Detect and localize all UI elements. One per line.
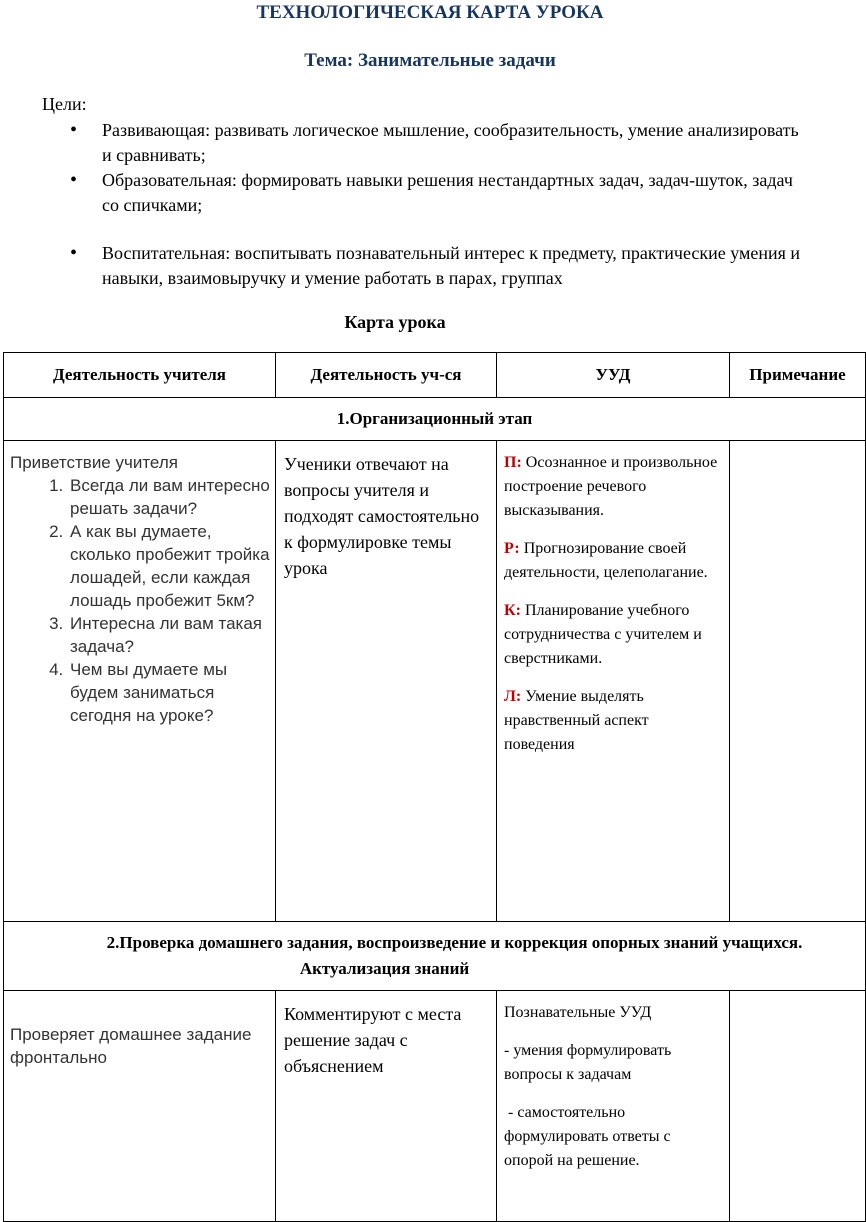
table-row (4, 991, 866, 1222)
column-header-uud: УУД (497, 353, 730, 398)
lesson-map-table (3, 352, 866, 1222)
uud-text: Умение выделять нравственный аспект поведения (504, 688, 649, 753)
uud-item (504, 685, 723, 757)
column-header-teacher: Деятельность учителя (4, 353, 276, 398)
uud-item (504, 451, 723, 523)
uud-key: Л: (504, 688, 522, 705)
list-item: 1. Всегда ли вам интересно решать задачи? (68, 474, 271, 520)
stage-1-title: 1.Организационный этап (4, 398, 866, 441)
uud-item: - умения формулировать вопросы к задачам (504, 1042, 672, 1083)
stage-2-title (4, 922, 866, 991)
uud-text: Прогнозирование своей деятельности, целеполагание. (504, 540, 708, 581)
stage-row (4, 398, 866, 441)
uud-text: Осознанное и произвольное построение речевого высказывания. (504, 454, 718, 519)
student-activity-cell: Комментируют с места решение задач с объяснением (276, 991, 497, 1222)
uud-item: - самостоятельно формулировать ответы с опорой на решение. (504, 1104, 675, 1169)
uud-cell (497, 441, 730, 922)
table-header-row (4, 353, 866, 398)
uud-cell (497, 991, 730, 1222)
note-cell (730, 991, 866, 1222)
uud-key: П: (504, 454, 522, 471)
uud-key: К: (504, 602, 521, 619)
uud-item (504, 599, 723, 671)
uud-text: Планирование учебного сотрудничества с учителем и сверстниками. (504, 602, 702, 667)
teacher-activity-cell (4, 991, 276, 1222)
lesson-topic: Тема: Занимательные задачи (304, 50, 556, 71)
note-cell (730, 441, 866, 922)
goal-upbringing: • Воспитательная: воспитывать познавательный интерес к предмету, практические умения и навыки, взаимовыручку и умение работать в парах, группах (70, 241, 810, 291)
teacher-activity-text: Проверяет домашнее задание фронтально (10, 1025, 252, 1067)
stage-2-title-line: 2.Проверка домашнего задания, воспроизведение и коррекция опорных знаний учащихся. (106, 933, 803, 952)
lesson-map-title: Карта урока (344, 312, 446, 332)
goals-label: Цели: (42, 94, 87, 114)
list-item: 2. А как вы думаете, сколько пробежит тройка лошадей, если каждая лошадь пробежит 5км? (68, 520, 271, 612)
table-row (4, 441, 866, 922)
teacher-greeting: Приветствие учителя (10, 453, 178, 472)
stage-row (4, 922, 866, 991)
teacher-questions-list (10, 474, 271, 727)
list-item: 4. Чем вы думаете мы будем заниматься сегодня на уроке? (68, 658, 271, 727)
uud-item: Познавательные УУД (504, 1004, 652, 1021)
page-title: ТЕХНОЛОГИЧЕСКАЯ КАРТА УРОКА (256, 2, 604, 23)
teacher-activity-cell (4, 441, 276, 922)
uud-item (504, 537, 723, 585)
list-item: 3. Интересна ли вам такая задача? (68, 612, 271, 658)
column-header-students: Деятельность уч-ся (276, 353, 497, 398)
student-activity-cell: Ученики отвечают на вопросы учителя и подходят самостоятельно к формулировке темы урока (276, 441, 497, 922)
goal-developing: • Развивающая: развивать логическое мышление, сообразительность, умение анализировать и сравнивать; (70, 118, 810, 168)
column-header-note: Примечание (730, 353, 866, 398)
uud-key: Р: (504, 540, 520, 557)
stage-2-subtitle: Актуализация знаний (299, 959, 470, 978)
goals-list (70, 118, 810, 291)
goal-educational: • Образовательная: формировать навыки решения нестандартных задач, задач-шуток, задач со спичками; (70, 168, 810, 218)
